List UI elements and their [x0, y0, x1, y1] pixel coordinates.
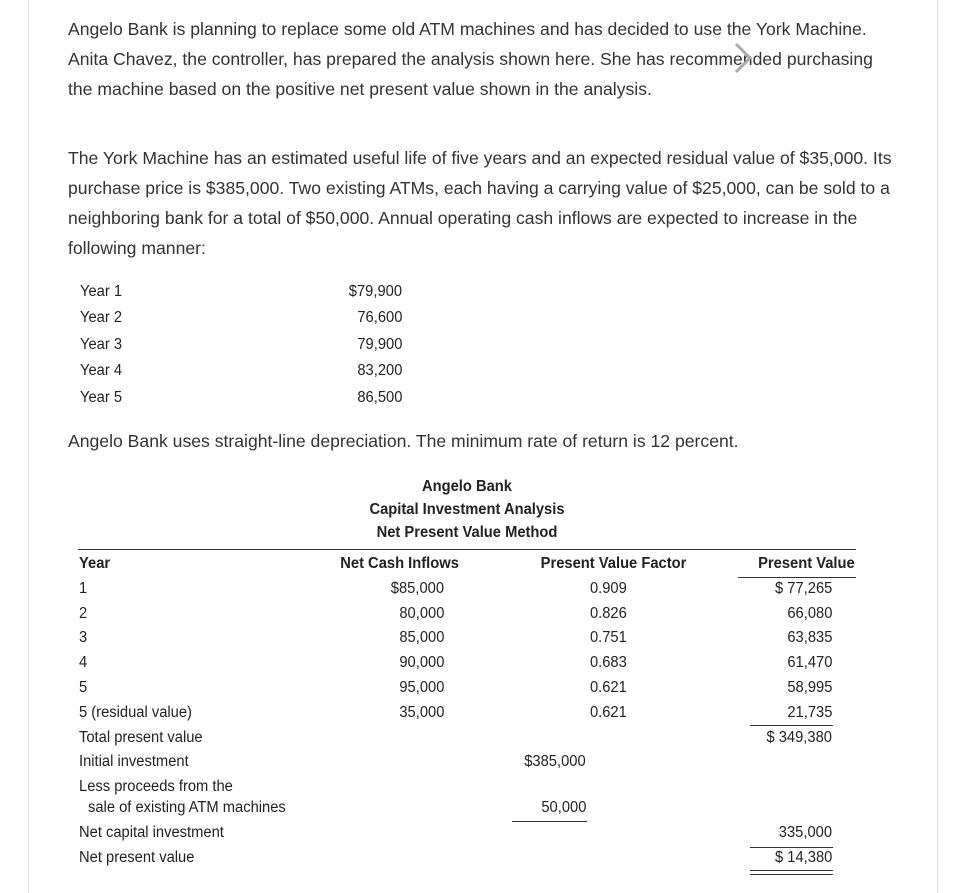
intro-paragraph-2: The York Machine has an estimated useful life of five years and an expected residual value of $35,000. Its purchase price is $385,000. Two existing ATMs, each having a carrying value of $25,000, can be sold to a neighboring bank for a total of $50,000. Annual operating cash inflows are expected to increase in the following manner:: [68, 148, 892, 258]
table-row-year: 3: [79, 629, 88, 646]
schedule-year: Year 1: [80, 283, 123, 300]
table-subtitle: Capital Investment Analysis: [369, 501, 565, 518]
double-rule-top: [750, 870, 833, 871]
chevron-right-icon[interactable]: [730, 40, 754, 76]
intro-paragraph-1: Angelo Bank is planning to replace some old ATM machines and has decided to use the York Machine. Anita Chavez, the controller, has prepared the analysis shown here. She has recommended purchasing the machine based on the positive net present value shown in the analysis.: [68, 19, 873, 99]
table-row-factor: 0.909: [590, 580, 627, 597]
schedule-amount: $79,900: [348, 283, 402, 300]
table-row-inflow: $85,000: [390, 580, 444, 597]
table-row-pv: 58,995: [786, 679, 832, 696]
net-capital-value: 335,000: [778, 824, 832, 841]
table-row-year: 2: [79, 605, 88, 622]
table-row-inflow: 90,000: [398, 654, 444, 671]
schedule-amount: 79,900: [356, 336, 402, 353]
table-row-inflow: 85,000: [398, 629, 444, 646]
initial-investment-value: $385,000: [524, 753, 586, 770]
table-row-factor: 0.826: [590, 605, 627, 622]
schedule-year: Year 4: [80, 362, 123, 379]
header-net-cash-inflows: Net Cash Inflows: [340, 555, 459, 572]
table-row-factor: 0.683: [590, 654, 627, 671]
table-header-rule: [78, 549, 856, 550]
table-row-pv: 63,835: [786, 629, 832, 646]
total-pv-value: $ 349,380: [766, 729, 832, 746]
schedule-year: Year 5: [80, 389, 123, 406]
table-row-year: 5 (residual value): [79, 704, 192, 721]
table-row-pv: 66,080: [786, 605, 832, 622]
net-capital-rule: [750, 847, 833, 848]
table-row-pv: 21,735: [786, 704, 832, 721]
schedule-amount: 86,500: [356, 389, 402, 406]
schedule-amount: 76,600: [356, 309, 402, 326]
table-row-year: 1: [79, 580, 88, 597]
less-proceeds-label: Less proceeds from the: [79, 778, 233, 795]
table-row-factor: 0.751: [590, 629, 627, 646]
pv-header-underline: [738, 577, 856, 578]
schedule-amount: 83,200: [356, 362, 402, 379]
table-row-pv: $ 77,265: [774, 580, 832, 597]
table-row-pv: 61,470: [786, 654, 832, 671]
npv-value: $ 14,380: [774, 849, 832, 866]
npv-label: Net present value: [79, 849, 195, 866]
intro-paragraph-3: Angelo Bank uses straight-line depreciation. The minimum rate of return is 12 percent.: [68, 431, 739, 451]
schedule-year: Year 3: [80, 336, 123, 353]
table-row-inflow: 80,000: [398, 605, 444, 622]
table-row-year: 5: [79, 679, 88, 696]
table-method: Net Present Value Method: [376, 524, 558, 541]
double-rule-bottom: [750, 874, 833, 875]
less-proceeds-label-cont: sale of existing ATM machines: [88, 799, 286, 816]
subtotal-rule: [750, 725, 833, 726]
table-row-inflow: 95,000: [398, 679, 444, 696]
header-year: Year: [79, 555, 111, 572]
table-row-year: 4: [79, 654, 88, 671]
header-present-value: Present Value: [758, 555, 855, 572]
table-row-factor: 0.621: [590, 704, 627, 721]
net-capital-label: Net capital investment: [79, 824, 224, 841]
less-proceeds-value: 50,000: [540, 799, 586, 816]
initial-investment-label: Initial investment: [79, 753, 189, 770]
total-pv-label: Total present value: [79, 729, 203, 746]
schedule-year: Year 2: [80, 309, 123, 326]
table-row-factor: 0.621: [590, 679, 627, 696]
table-title: Angelo Bank: [421, 478, 512, 495]
proceeds-rule: [512, 821, 587, 822]
table-row-inflow: 35,000: [398, 704, 444, 721]
header-pv-factor: Present Value Factor: [540, 555, 686, 572]
